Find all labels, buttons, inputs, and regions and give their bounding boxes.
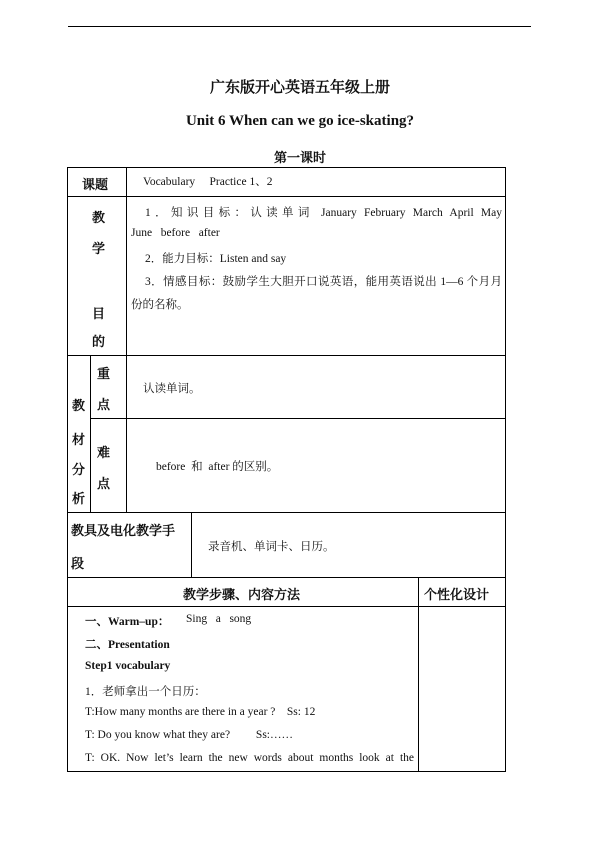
objective-ability: 2．能力目标：Listen and say [145,253,287,265]
analysis-label-char-4: 析 [72,492,86,507]
presentation-heading: 二、Presentation [85,639,170,651]
key-label-char-1: 重 [97,367,111,382]
warmup-label: 一、Warm–up： [85,616,170,628]
topic-label: 课题 [82,178,109,193]
objective-emotion-cont: 份的名称。 [131,299,189,311]
objective-emotion: 3．情感目标：鼓励学生大胆开口说英语，能用英语说出 1—6 个月月 [145,276,502,288]
step1-item1: 1．老师拿出一个日历： [85,686,206,698]
personal-header: 个性化设计 [424,588,490,603]
difficult-value: before 和 after 的区别。 [156,461,279,473]
objectives-label-char-1: 教 [92,211,106,226]
top-rule [68,26,531,27]
key-label-char-2: 点 [97,398,111,413]
objective-knowledge: 1．知识目标：认读单词 January February March April May [145,207,502,219]
dialog-line-2: T: Do you know what they are? Ss:…… [85,729,293,741]
lesson-title: 第一课时 [273,151,326,166]
analysis-label-char-1: 教 [72,399,86,414]
difficult-label-char-2: 点 [97,477,111,492]
personal-content-cell [418,606,506,772]
document-title: 广东版开心英语五年级上册 [209,78,390,96]
tools-value: 录音机、单词卡、日历。 [208,541,335,553]
objectives-label-char-4: 的 [92,335,106,350]
unit-title: Unit 6 When can we go ice-skating? [185,113,415,129]
dialog-line-1: T:How many months are there in a year ? Ss: 12 [85,706,316,718]
objective-knowledge-cont: June before after [131,227,220,239]
topic-value: Vocabulary Practice 1、2 [143,176,273,188]
analysis-label-char-3: 分 [72,463,86,478]
steps-header: 教学步骤、内容方法 [183,588,301,603]
tools-label-line2: 段 [71,557,85,572]
dialog-line-3: T: OK. Now let’s learn the new words about months look at the [85,752,414,764]
analysis-label-char-2: 材 [72,433,86,448]
warmup-value: Sing a song [186,613,252,625]
objectives-label-char-2: 学 [92,242,106,257]
difficult-label-char-1: 难 [97,446,111,461]
objectives-label-char-3: 目 [92,307,106,322]
tools-label-line1: 教具及电化教学手 [71,524,176,539]
difficult-label-cell [90,418,127,513]
key-value: 认读单词。 [143,383,201,395]
step1-heading: Step1 vocabulary [85,660,171,672]
